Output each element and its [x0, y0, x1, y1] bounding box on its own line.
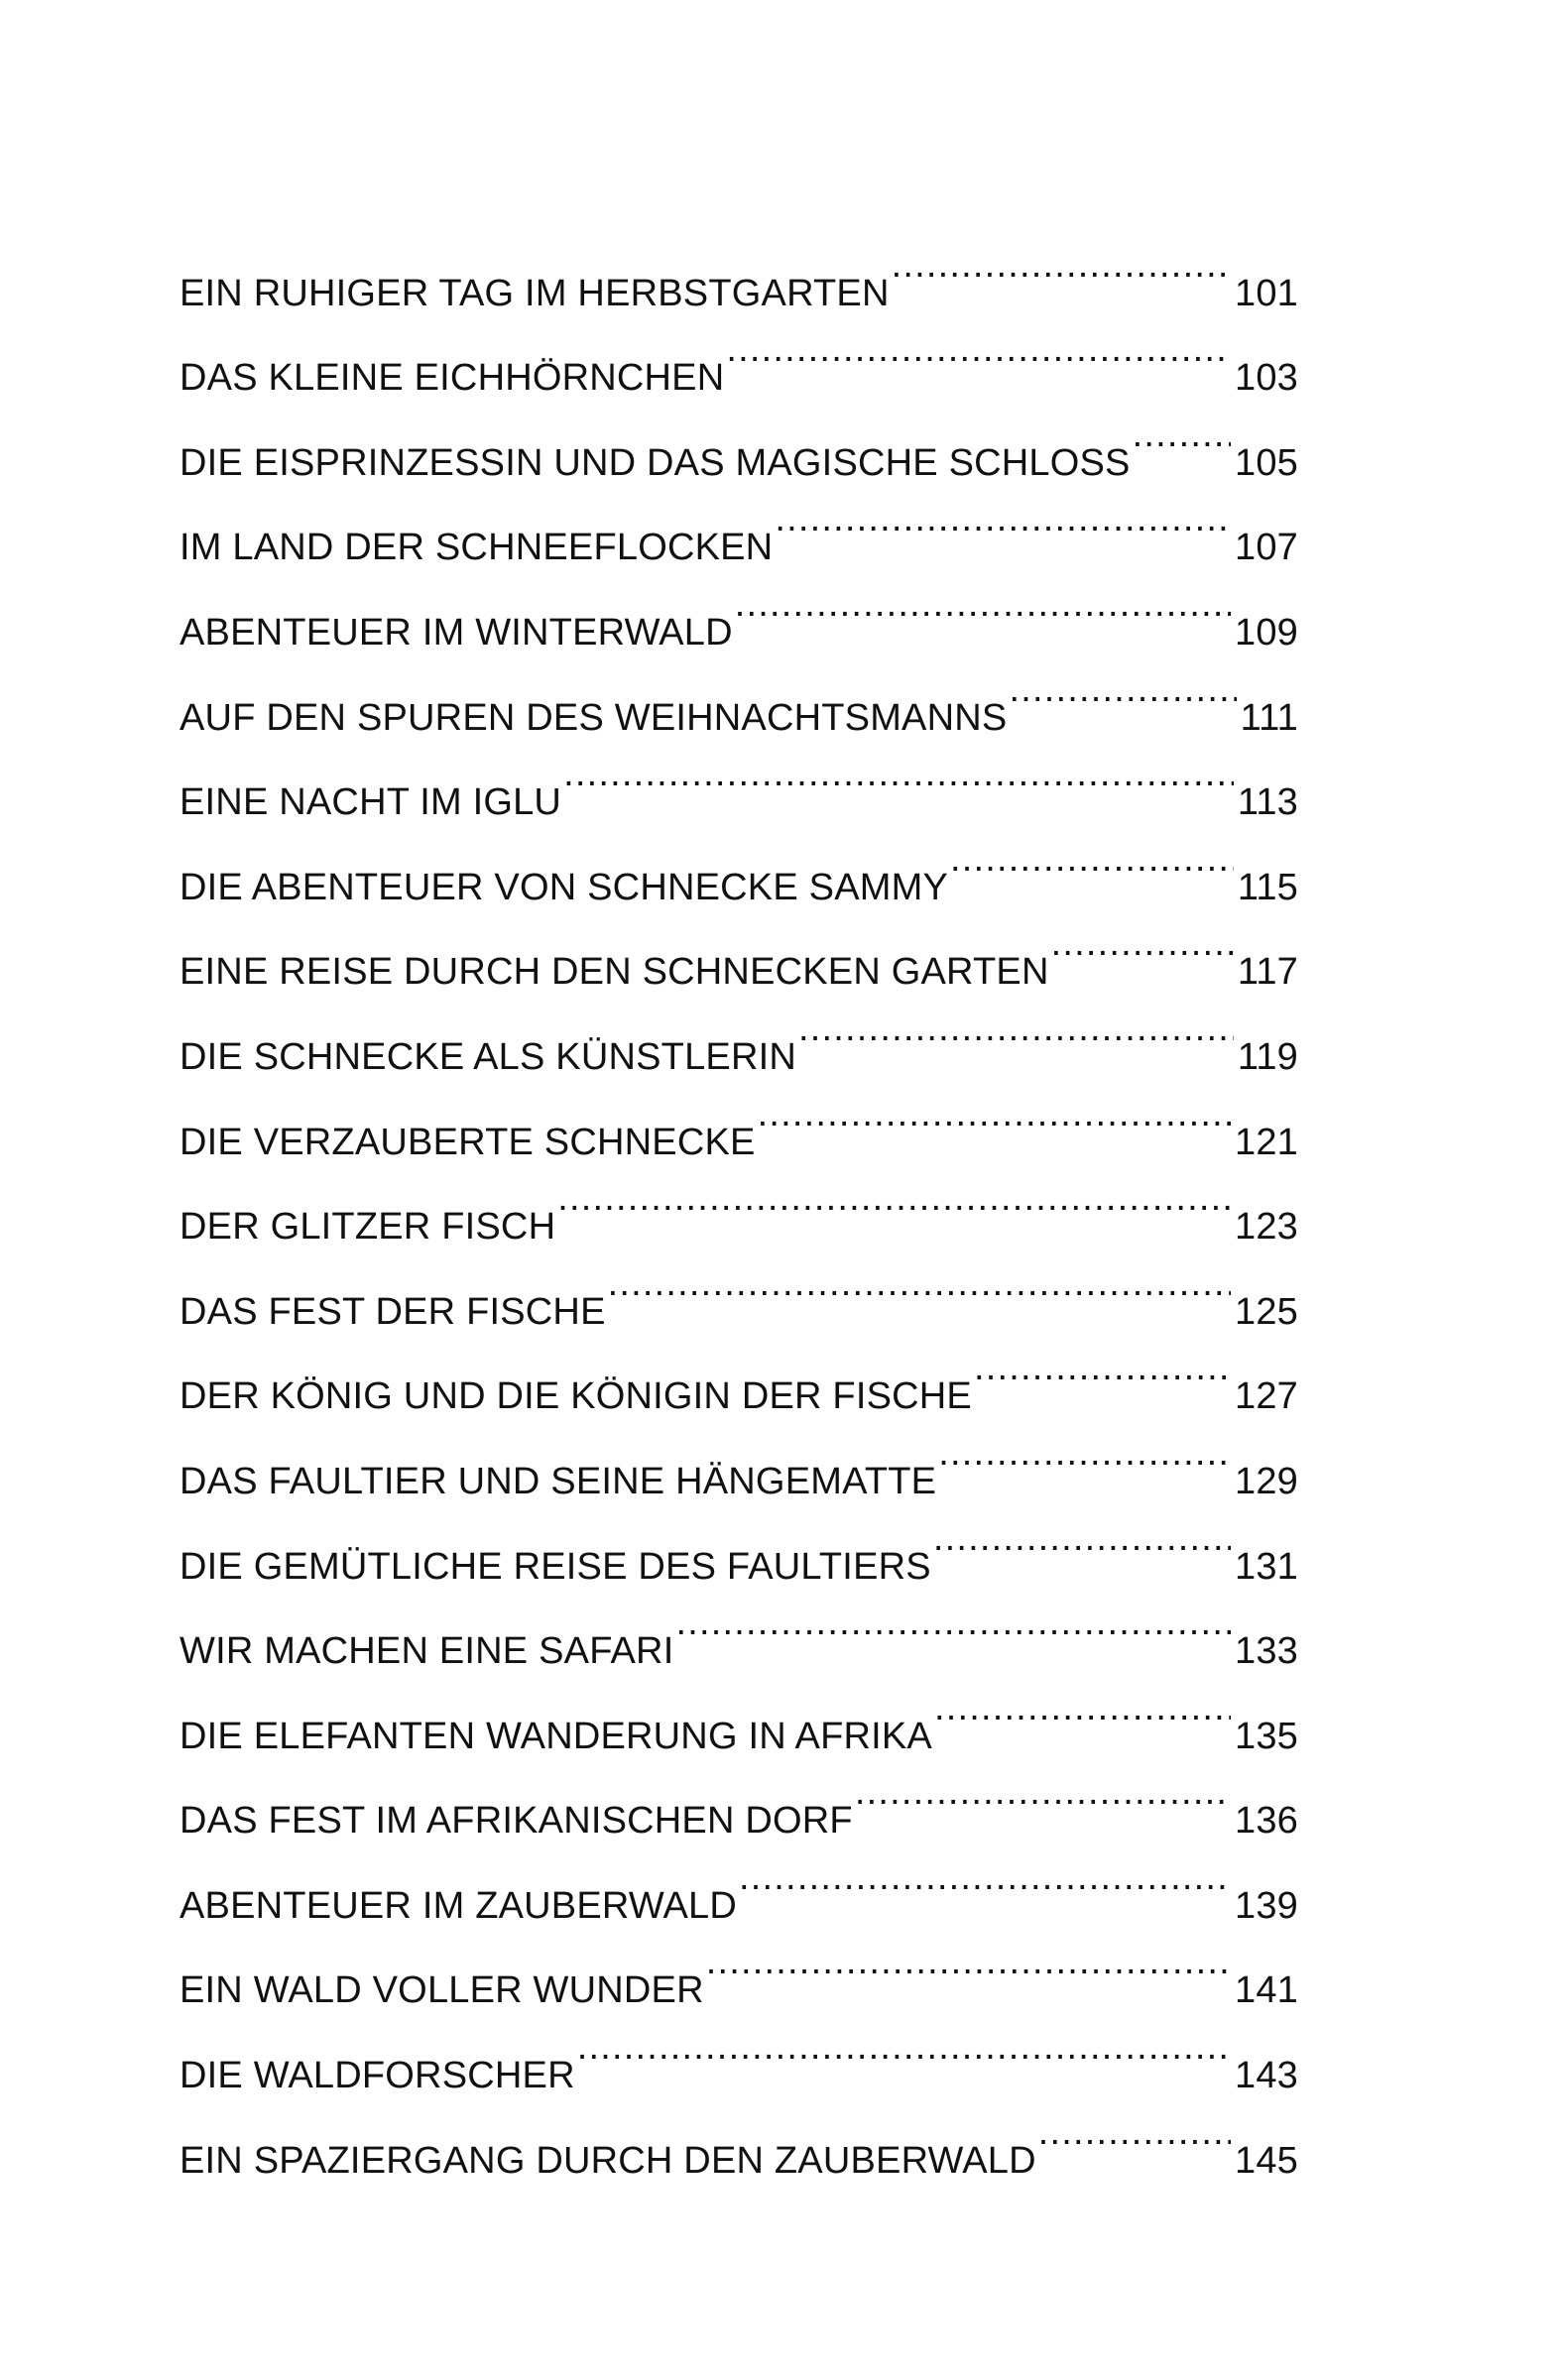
toc-entry-page: 145: [1234, 2139, 1298, 2182]
toc-entry-title: IM LAND DER SCHNEEFLOCKEN: [180, 527, 774, 569]
toc-entry-title: DIE ELEFANTEN WANDERUNG IN AFRIKA: [180, 1715, 932, 1757]
toc-entry-title: ABENTEUER IM ZAUBERWALD: [180, 1884, 738, 1927]
toc-entry-title: EINE REISE DURCH DEN SCHNECKEN GARTEN: [180, 951, 1049, 994]
toc-leader-dots: [1051, 899, 1234, 985]
toc-entry-title: DIE WALDFORSCHER: [180, 2055, 575, 2097]
toc-leader-dots: [563, 730, 1234, 815]
toc-leader-dots: [1009, 645, 1236, 730]
toc-entry-page: 101: [1234, 272, 1298, 314]
toc-entry-page: 127: [1234, 1375, 1298, 1418]
toc-leader-dots: [577, 2002, 1231, 2087]
toc-entry-page: 141: [1234, 1969, 1298, 2012]
toc-entry-page: 109: [1234, 611, 1298, 654]
toc-entry-page: 113: [1237, 781, 1298, 824]
toc-leader-dots: [934, 1663, 1231, 1748]
toc-leader-dots: [1038, 2087, 1231, 2173]
toc-leader-dots: [758, 1069, 1231, 1154]
toc-entry-title: DER KÖNIG UND DIE KÖNIGIN DER FISCHE: [180, 1375, 972, 1418]
toc-entry-page: 131: [1234, 1545, 1298, 1588]
toc-entry-page: 119: [1237, 1035, 1298, 1078]
toc-leader-dots: [933, 1493, 1231, 1579]
toc-entry-title: DIE SCHNECKE ALS KÜNSTLERIN: [180, 1035, 797, 1078]
toc-entry-title: DIE EISPRINZESSIN UND DAS MAGISCHE SCHLOSS: [180, 441, 1131, 484]
toc-leader-dots: [1133, 390, 1231, 475]
toc-entry-page: 111: [1240, 696, 1298, 739]
toc-leader-dots: [675, 1579, 1231, 1664]
toc-leader-dots: [726, 305, 1231, 391]
toc-entry-title: DIE GEMÜTLICHE REISE DES FAULTIERS: [180, 1545, 931, 1588]
toc-entry-page: 135: [1234, 1715, 1298, 1757]
toc-entry-page: 103: [1234, 357, 1298, 400]
toc-entry-title: DAS FEST IM AFRIKANISCHEN DORF: [180, 1800, 853, 1843]
toc-leader-dots: [938, 1408, 1231, 1493]
toc-leader-dots: [775, 475, 1231, 560]
toc-leader-dots: [739, 1833, 1231, 1918]
toc-entry-page: 117: [1237, 951, 1298, 994]
toc-leader-dots: [608, 1239, 1231, 1324]
table-of-contents: [180, 220, 1298, 2182]
toc-entry-page: 123: [1234, 1206, 1298, 1249]
toc-entry-page: 125: [1234, 1290, 1298, 1333]
toc-entry-title: DAS FEST DER FISCHE: [180, 1290, 606, 1333]
toc-entry-page: 115: [1237, 866, 1298, 908]
toc-leader-dots: [735, 559, 1231, 645]
toc-entry-title: AUF DEN SPUREN DES WEIHNACHTSMANNS: [180, 696, 1008, 739]
toc-entry-title: ABENTEUER IM WINTERWALD: [180, 611, 733, 654]
toc-entry-page: 129: [1234, 1460, 1298, 1502]
toc-leader-dots: [706, 1918, 1231, 2003]
toc-entry-page: 105: [1234, 441, 1298, 484]
toc-entry-title: DIE VERZAUBERTE SCHNECKE: [180, 1121, 756, 1163]
toc-leader-dots: [950, 814, 1234, 899]
toc-leader-dots: [974, 1324, 1231, 1409]
toc-entry: [180, 220, 1298, 314]
toc-leader-dots: [855, 1748, 1231, 1834]
toc-leader-dots: [557, 1154, 1231, 1240]
toc-entry-title: DIE ABENTEUER VON SCHNECKE SAMMY: [180, 866, 948, 908]
toc-entry-title: DER GLITZER FISCH: [180, 1206, 556, 1249]
toc-entry-page: 107: [1234, 527, 1298, 569]
toc-leader-dots: [798, 984, 1234, 1069]
toc-entry-title: WIR MACHEN EINE SAFARI: [180, 1630, 674, 1673]
toc-entry-title: EINE NACHT IM IGLU: [180, 781, 562, 824]
toc-entry-page: 136: [1234, 1800, 1298, 1843]
toc-entry-title: EIN RUHIGER TAG IM HERBSTGARTEN: [180, 272, 890, 314]
toc-entry-page: 133: [1234, 1630, 1298, 1673]
toc-entry-title: DAS FAULTIER UND SEINE HÄNGEMATTE: [180, 1460, 937, 1502]
toc-entry-title: EIN WALD VOLLER WUNDER: [180, 1969, 704, 2012]
toc-entry-page: 121: [1234, 1121, 1298, 1163]
toc-entry-page: 139: [1234, 1884, 1298, 1927]
toc-entry-title: EIN SPAZIERGANG DURCH DEN ZAUBERWALD: [180, 2139, 1036, 2182]
toc-entry-page: 143: [1234, 2055, 1298, 2097]
toc-entry-title: DAS KLEINE EICHHÖRNCHEN: [180, 357, 725, 400]
toc-leader-dots: [892, 220, 1231, 305]
